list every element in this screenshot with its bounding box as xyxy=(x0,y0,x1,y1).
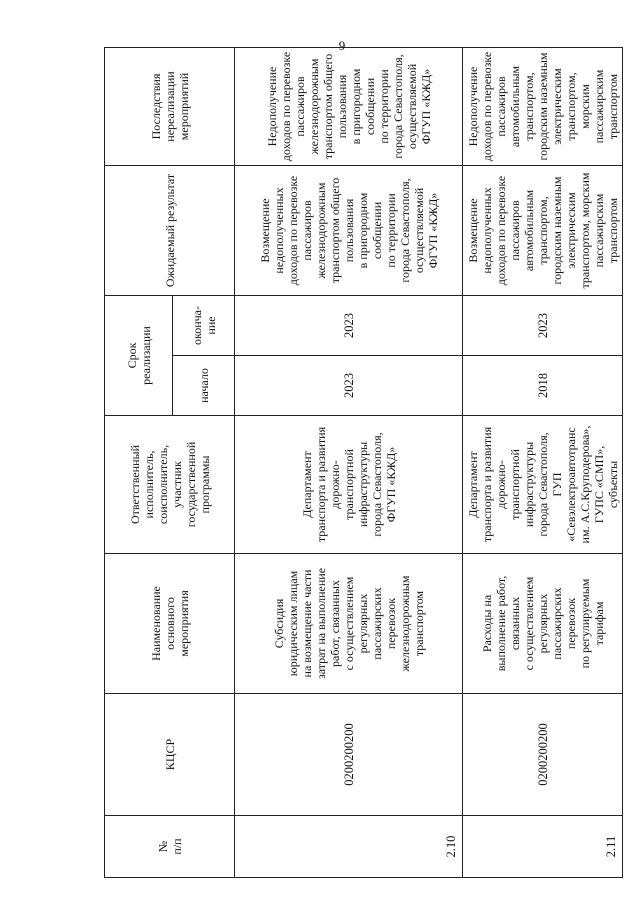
row-end: 2023 xyxy=(235,296,463,356)
header-row-1 xyxy=(105,48,173,878)
row-kcsr: 0200200200 xyxy=(463,694,623,816)
row-result: Возмещение недополученных доходов по перевозке пассажиров автомобильным транспортом, городским наземным электрическим транспортом, морским пассажирским транспортом xyxy=(463,166,623,296)
header-kcsr: КЦСР xyxy=(105,694,235,816)
row-consequence: Недополучение доходов по перевозке пассажиров автомобильным транспортом, городским наземным электрическим транспортом, морским пассажирским транспортом xyxy=(463,48,623,166)
row-start: 2018 xyxy=(463,356,623,416)
header-num: № п/п xyxy=(105,816,235,878)
header-name: Наименование основного мероприятия xyxy=(105,554,235,694)
table-row xyxy=(463,48,623,878)
header-end: оконча- ние xyxy=(173,296,235,356)
header-result: Ожидаемый результат xyxy=(105,166,235,296)
page-number: 9 xyxy=(338,38,346,53)
row-start: 2023 xyxy=(235,356,463,416)
row-executor: Департамент транспорта и развития дорожно- транспортной инфраструктуры города Севастополя, ГУП «Севэлектроавтотранс им. А.С.Круподерова», ГУПС «СМП», субъекты xyxy=(463,416,623,554)
row-result: Возмещение недополученных доходов по перевозке пассажиров железнодорожным транспортом общего пользования в пригородном сообщении по территории города Севастополя, осуществляемой ФГУП «КЖД» xyxy=(235,166,463,296)
header-start: начало xyxy=(173,356,235,416)
program-measures-table xyxy=(104,47,623,878)
header-period: Срок реализации xyxy=(105,296,173,416)
row-end: 2023 xyxy=(463,296,623,356)
row-consequence: Недополучение доходов по перевозке пассажиров железнодорожным транспортом общего пользования в пригородном сообщении по территории города Севастополя, осуществляемой ФГУП «КЖД» xyxy=(235,48,463,166)
row-name: Субсидия юридическим лицам на возмещение части затрат на выполнение работ, связанных с осуществлением регулярных пассажирских перевозок железнодорожным транспортом xyxy=(235,554,463,694)
header-consequence: Последствия нереализации мероприятий xyxy=(105,48,235,166)
row-executor: Департамент транспорта и развития дорожно- транспортной инфраструктуры города Севастополя, ФГУП «КЖД» xyxy=(235,416,463,554)
rotated-table-container xyxy=(104,48,622,878)
table-row xyxy=(235,48,463,878)
header-executor: Ответственный исполнитель, соисполнитель, участник государственной программы xyxy=(105,416,235,554)
row-kcsr: 0200200200 xyxy=(235,694,463,816)
row-num: 2.11 xyxy=(463,816,623,878)
row-name: Расходы на выполнение работ, связанных с осуществлением регулярных пассажирских перевозок по регулируемым тарифам xyxy=(463,554,623,694)
row-num: 2.10 xyxy=(235,816,463,878)
